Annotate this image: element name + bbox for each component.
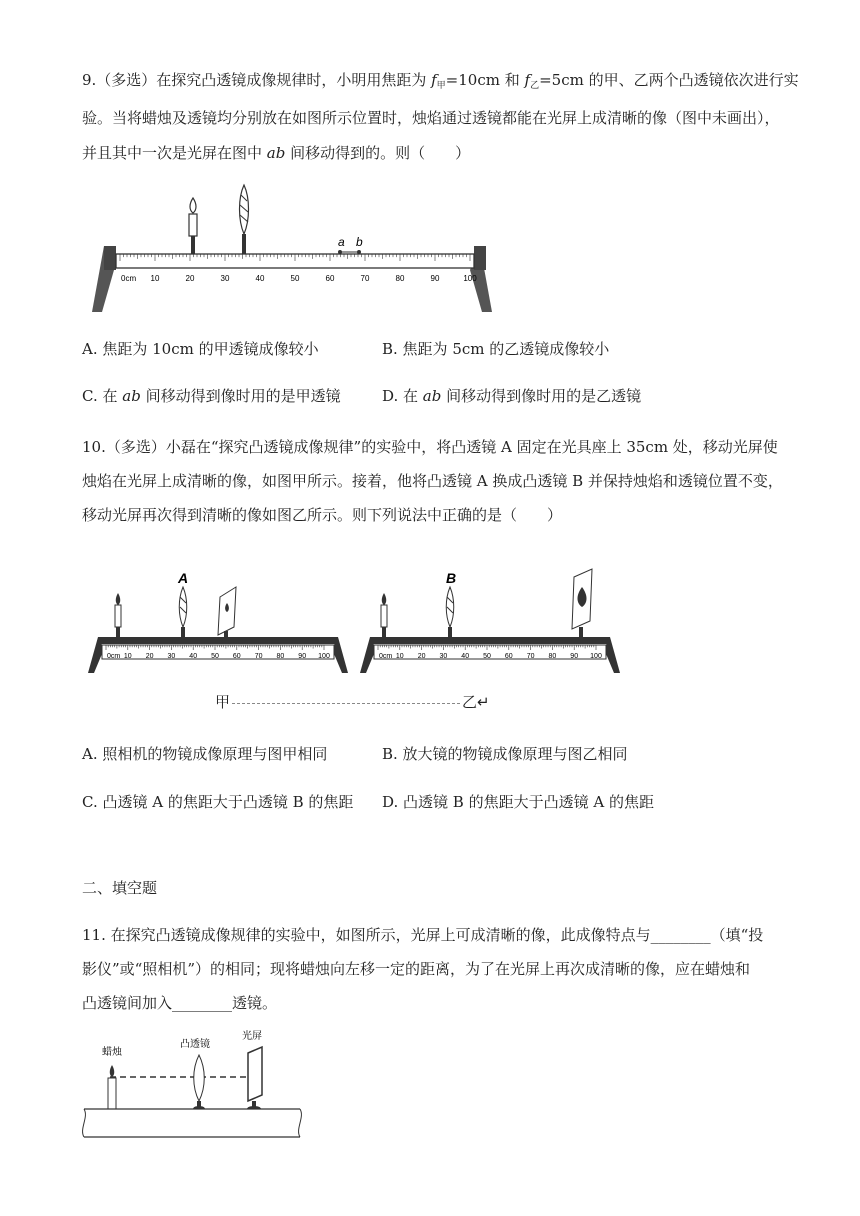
bench-table xyxy=(83,1109,302,1137)
q10b-tick-label: 40 xyxy=(461,653,470,660)
lens-icon xyxy=(446,587,454,637)
q9-tick-label: 40 xyxy=(255,274,265,283)
ab-label: ab xyxy=(422,387,442,405)
option-text: D. 在 xyxy=(382,387,423,405)
q10a-tick-label: 10 xyxy=(123,653,132,660)
label-b: b xyxy=(356,235,363,249)
q10b-tick-label: 70 xyxy=(526,653,535,660)
q9-tick-label: 100 xyxy=(463,274,477,283)
lens-label-a: A xyxy=(178,570,189,586)
q11-line1: 11. 在探究凸透镜成像规律的实验中，如图所示，光屏上可成清晰的像，此成像特点与________（填“投 xyxy=(82,926,764,944)
q9-tick-label: 0cm xyxy=(121,274,137,283)
q10b-tick-label: 0cm xyxy=(379,653,393,660)
q10-line2: 烛焰在光屏上成清晰的像，如图甲所示。接着，他将凸透镜 A 换成凸透镜 B 并保持烛焰和透镜位置不变， xyxy=(82,472,783,490)
q10a-tick-label: 20 xyxy=(145,653,154,660)
label-lens: 凸透镜 xyxy=(180,1039,210,1050)
q10b-tick-label: 10 xyxy=(395,653,404,660)
q10a-tick-label: 50 xyxy=(211,653,219,660)
q9-text: 并且其中一次是光屏在图中 xyxy=(82,144,267,162)
q9-text: 9.（多选）在探究凸透镜成像规律时，小明用焦距为 xyxy=(82,71,432,89)
q10a-tick-label: 80 xyxy=(276,653,285,660)
lens-icon xyxy=(240,185,249,256)
q9-tick-label: 60 xyxy=(325,274,335,283)
q9-option-c[interactable] xyxy=(82,386,341,406)
q10b-tick-label: 60 xyxy=(504,653,513,660)
q9-line3 xyxy=(82,143,470,163)
q10b-tick-label: 100 xyxy=(590,653,602,660)
q9-optical-bench-figure xyxy=(82,180,502,315)
option-text: 间移动得到像时用的是甲透镜 xyxy=(140,387,341,405)
q10-figure-jia xyxy=(88,565,350,675)
q11-line3: 凸透镜间加入________透镜。 xyxy=(82,994,278,1012)
q9-line2: 验。当将蜡烛及透镜均分别放在如图所示位置时，烛焰通过透镜都能在光屏上成清晰的像（图中未画出）， xyxy=(82,109,780,127)
fig-label-jia: 甲 xyxy=(215,693,231,711)
screen-icon xyxy=(572,569,592,637)
q10-option-c[interactable]: C. 凸透镜 A 的焦距大于凸透镜 B 的焦距 xyxy=(82,793,354,811)
bench-rail xyxy=(88,637,348,673)
option-text: 间移动得到像时用的是乙透镜 xyxy=(441,387,642,405)
q9-option-b[interactable]: B. 焦距为 5cm 的乙透镜成像较小 xyxy=(382,340,610,358)
q11-figure xyxy=(82,1025,302,1140)
q9-option-a[interactable]: A. 焦距为 10cm 的甲透镜成像较小 xyxy=(82,340,319,358)
q10a-tick-label: 60 xyxy=(232,653,241,660)
fig-label-yi: 乙↵ xyxy=(462,693,490,711)
q10a-tick-label: 30 xyxy=(167,653,176,660)
label-candle: 蜡烛 xyxy=(102,1047,122,1058)
q9-tick-label: 90 xyxy=(430,274,440,283)
q10a-tick-label: 70 xyxy=(254,653,263,660)
q9-text: =10cm 和 xyxy=(445,71,525,89)
q10-option-d[interactable]: D. 凸透镜 B 的焦距大于凸透镜 A 的焦距 xyxy=(382,793,654,811)
lens-icon xyxy=(193,1055,205,1109)
q10-option-b[interactable]: B. 放大镜的物镜成像原理与图乙相同 xyxy=(382,745,628,763)
bench-rail xyxy=(92,246,492,312)
q9-tick-label: 10 xyxy=(150,274,160,283)
candle-icon xyxy=(108,1065,116,1109)
q9-text: =5cm 的甲、乙两个凸透镜依次进行实 xyxy=(539,71,799,89)
candle-icon xyxy=(115,593,121,637)
fig-label-divider xyxy=(232,703,460,704)
q9-line1 xyxy=(82,70,799,96)
subscript-yi: 乙 xyxy=(530,81,540,91)
q10a-tick-label: 90 xyxy=(298,653,307,660)
q9-tick-label: 30 xyxy=(220,274,230,283)
q10b-tick-label: 90 xyxy=(570,653,579,660)
candle-icon xyxy=(189,198,197,256)
q9-tick-label: 20 xyxy=(185,274,195,283)
q10b-tick-label: 30 xyxy=(439,653,448,660)
f-symbol: f xyxy=(524,71,531,89)
lens-icon xyxy=(179,587,187,637)
ab-label: ab xyxy=(122,387,141,405)
q10-option-a[interactable]: A. 照相机的物镜成像原理与图甲相同 xyxy=(82,745,328,763)
option-text: C. 在 xyxy=(82,387,123,405)
q9-tick-label: 50 xyxy=(290,274,300,283)
bench-rail xyxy=(360,637,620,673)
screen-icon xyxy=(218,587,236,639)
f-symbol: f xyxy=(431,71,437,89)
ab-label: ab xyxy=(266,144,286,162)
q10b-tick-label: 80 xyxy=(548,653,557,660)
q10a-tick-label: 100 xyxy=(318,653,330,660)
subscript-jia: 甲 xyxy=(436,81,446,91)
section-title: 二、填空题 xyxy=(82,879,158,897)
q9-option-d[interactable] xyxy=(382,386,641,406)
label-a: a xyxy=(338,235,345,249)
q10-line1: 10.（多选）小磊在“探究凸透镜成像规律”的实验中，将凸透镜 A 固定在光具座上 35cm 处，移动光屏使 xyxy=(82,438,778,456)
label-screen: 光屏 xyxy=(242,1031,262,1042)
q11-line2: 影仪”或“照相机”）的相同；现将蜡烛向左移一定的距离，为了在光屏上再次成清晰的像，应在蜡烛和 xyxy=(82,960,751,978)
q10-figure-yi xyxy=(360,565,622,675)
q10a-tick-label: 40 xyxy=(189,653,198,660)
q9-tick-label: 70 xyxy=(360,274,370,283)
screen-icon xyxy=(247,1047,262,1109)
q9-text: 间移动得到的。则（ ） xyxy=(285,144,471,162)
q9-tick-label: 80 xyxy=(395,274,405,283)
q10a-tick-label: 0cm xyxy=(107,653,121,660)
q10b-tick-label: 50 xyxy=(483,653,491,660)
q10b-tick-label: 20 xyxy=(417,653,426,660)
lens-label-b: B xyxy=(446,570,457,586)
q10-line3: 移动光屏再次得到清晰的像如图乙所示。则下列说法中正确的是（ ） xyxy=(82,506,563,524)
candle-icon xyxy=(381,593,387,637)
